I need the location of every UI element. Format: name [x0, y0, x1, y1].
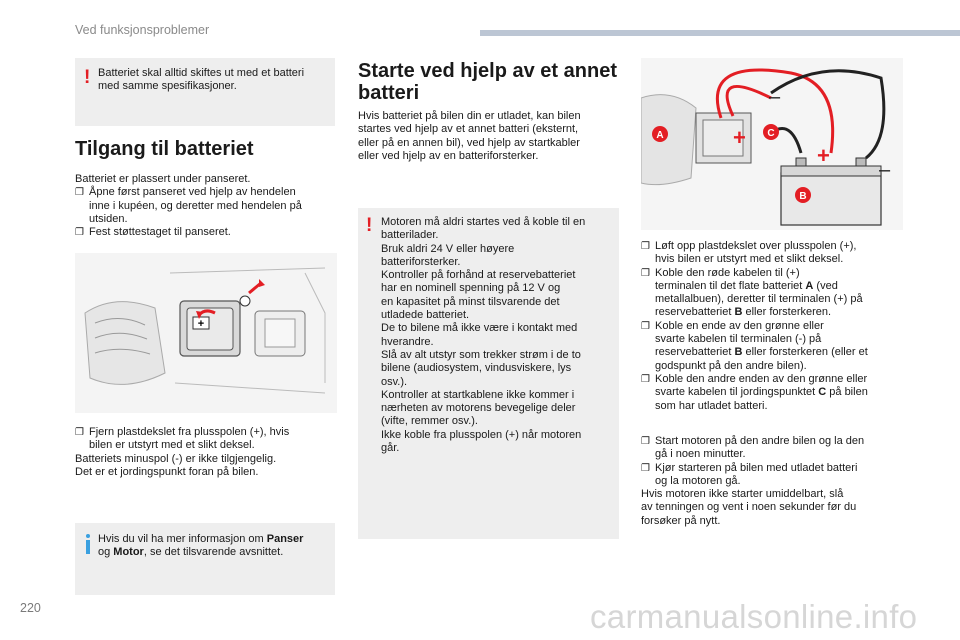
plus-sign: + — [817, 143, 830, 168]
remove-cover-text: ❐ Fjern plastdekslet fra plusspolen (+), hvis bilen er utstyrt med et slikt deksel. Batteriets minuspol (-) er ikke tilgjengelig. Det er et jordingspunkt foran på bilen. — [75, 426, 337, 479]
list-item: ❐ Åpne først panseret ved hjelp av hendelen inne i kupéen, og deretter med hendelen på utsiden. — [75, 186, 302, 225]
label-a: A — [656, 130, 664, 141]
list-item: ❐ Løft opp plastdekslet over plusspolen (+), hvis bilen er utstyrt med et slikt deksel. — [641, 240, 857, 266]
warning-text: Batteriet skal alltid skiftes ut med et batteri med samme spesifikasjoner. — [98, 67, 305, 93]
connection-steps — [641, 240, 906, 413]
bullet-icon: ❐ — [641, 436, 650, 447]
minus-sign: – — [769, 86, 781, 108]
bullet-icon: ❐ — [75, 427, 84, 438]
list-item: ❐ Fest støttestaget til panseret. — [75, 226, 231, 239]
step-lines — [655, 320, 906, 373]
bullet-icon: ❐ — [641, 267, 650, 279]
warning-box — [75, 58, 335, 126]
step-line: svarte kabelen til jordingspunktet C på bilen — [655, 386, 868, 399]
info-text: Hvis du vil ha mer informasjon om Panser og Motor, se det tilsvarende avsnittet. — [98, 533, 304, 559]
page-number: 220 — [20, 601, 41, 615]
info-box — [75, 523, 335, 595]
step-line: metallalbuen), deretter til terminalen (+) på — [655, 293, 863, 306]
minus-sign: – — [879, 159, 891, 181]
step-line: som har utladet batteri. — [655, 399, 768, 412]
bullet-icon: ❐ — [641, 320, 650, 332]
info-icon — [86, 534, 90, 554]
step-line: reservebatteriet B eller forsterkeren (eller et — [655, 346, 868, 359]
intro-text: Batteriet er plassert under panseret. — [75, 173, 251, 185]
engine-bay-drawing — [75, 253, 337, 413]
section-title: Ved funksjonsproblemer — [75, 23, 210, 37]
list-item — [641, 267, 906, 320]
start-steps: ❐ Start motoren på den andre bilen og la den gå i noen minutter. ❐ Kjør starteren på bilen med utladet batteri og la motoren gå. Hvis motoren ikke starter umiddelbart, slå av tenningen og vent i noen sekunder før du forsøker på nytt. — [641, 435, 906, 528]
step-line: svarte kabelen til terminalen (-) på — [655, 333, 822, 346]
warning-icon: ! — [84, 67, 91, 88]
list-item — [641, 373, 906, 413]
plus-sign: + — [733, 125, 746, 150]
bullet-icon: ❐ — [641, 373, 650, 385]
bullet-icon: ❐ — [75, 227, 84, 239]
bullet-icon: ❐ — [75, 187, 84, 199]
bullet-icon: ❐ — [641, 241, 650, 252]
step-line: Koble en ende av den grønne eller — [655, 319, 824, 332]
list-item: ❐ Fjern plastdekslet fra plusspolen (+), hvis bilen er utstyrt med et slikt deksel. — [75, 426, 290, 452]
step-lines — [655, 267, 906, 320]
header-bar — [480, 30, 960, 36]
step-line: Koble den røde kabelen til (+) — [655, 266, 800, 279]
label-c: C — [767, 128, 775, 139]
jump-start-intro: Hvis batteriet på bilen din er utladet, kan bilen startes ved hjelp av et annet batteri (eksternt, eller på en annen bil), ved hjelp av startkabler eller ved hjelp av en batteriforsterker. — [358, 110, 581, 162]
watermark: carmanualsonline.info — [590, 598, 918, 635]
heading-battery-access: Tilgang til batteriet — [75, 138, 254, 160]
list-item: ❐ Kjør starteren på bilen med utladet batteri og la motoren gå. — [641, 461, 858, 487]
warning-list: Motoren må aldri startes ved å koble til en batterilader. Bruk aldri 24 V eller høyere batteriforsterker. Kontroller på forhånd at reservebatteriet har en nominell spenning på 12 V og en kapasitet på minst tilsvarende det utladede batteriet. De to bilene må ikke være i kontakt med hverandre. Slå av alt utstyr som trekker strøm i de to bilene (audiosystem, vindusviskere, lys osv.). Kontroller at startkablene ikke kommer i nærheten av motorens bevegelige deler (vifte, remmer osv.). Ikke koble fra plusspolen (+) når motoren går. — [381, 216, 586, 455]
step-line: terminalen til det flate batteriet A (ved — [655, 279, 838, 292]
step-line: godspunkt på den andre bilen). — [655, 359, 807, 372]
step-line: reservebatteriet B eller forsterkeren. — [655, 306, 832, 319]
bullet-icon: ❐ — [641, 462, 650, 474]
warning-icon: ! — [366, 215, 373, 236]
battery-location-illustration — [75, 253, 337, 413]
step-line: Koble den andre enden av den grønne eller — [655, 372, 868, 385]
step-lines — [655, 373, 906, 413]
jump-start-illustration — [641, 58, 903, 230]
list-item: ❐ Start motoren på den andre bilen og la den gå i noen minutter. — [641, 435, 865, 461]
label-b: B — [799, 191, 807, 202]
battery-access-text — [75, 173, 337, 239]
warning-box-jump-start — [358, 208, 619, 539]
heading-jump-start: Starte ved hjelp av et annet batteri — [358, 60, 617, 104]
list-item — [641, 320, 906, 373]
plus-label: + — [197, 318, 205, 330]
jump-cable-drawing — [641, 58, 903, 230]
